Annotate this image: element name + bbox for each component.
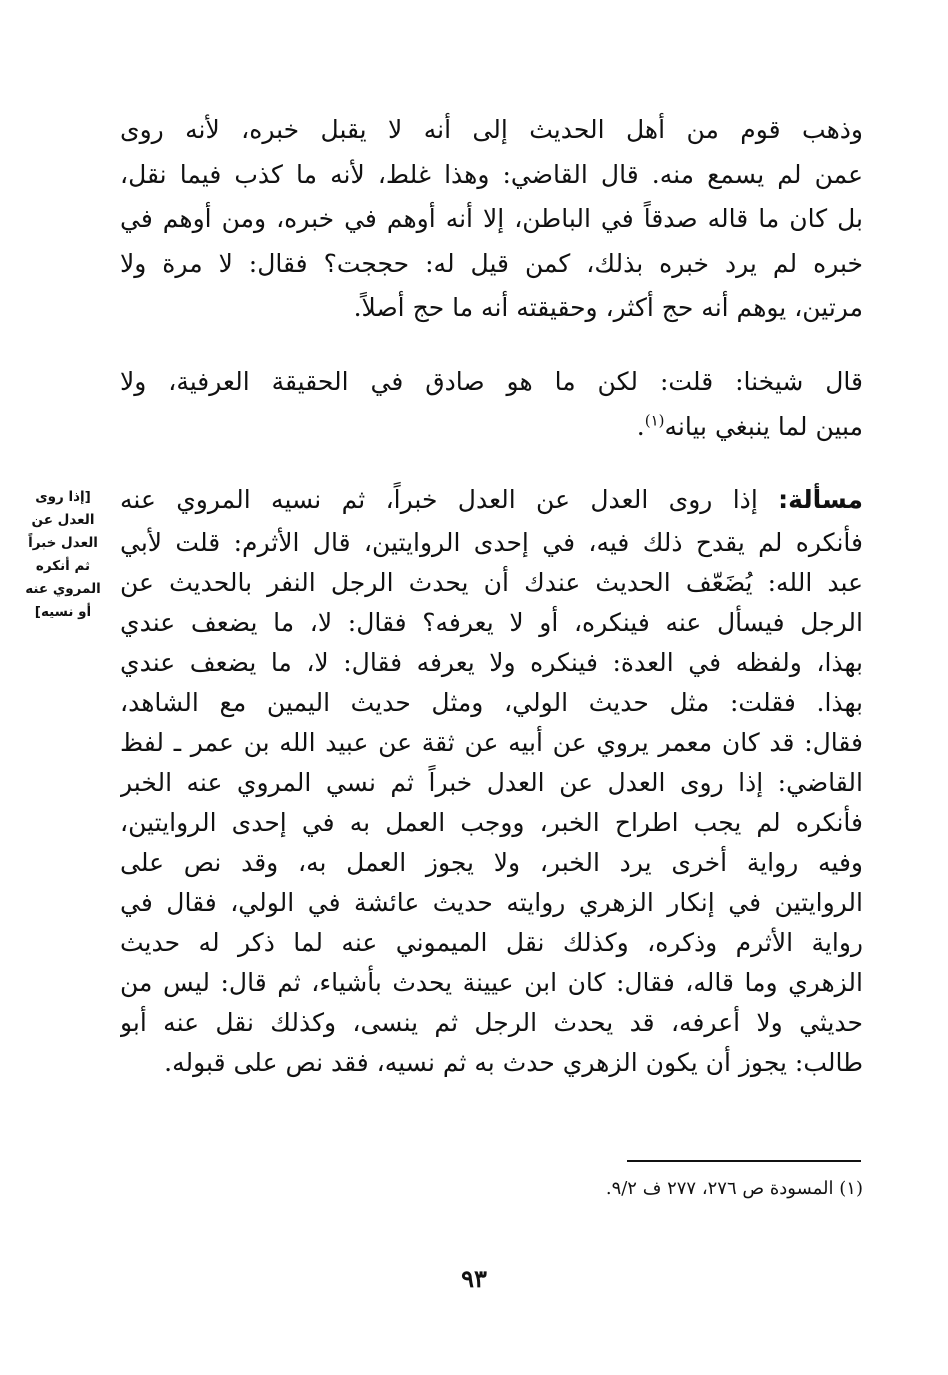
text-segment: . (636, 411, 645, 441)
text-line: خبره لم يرد خبره بذلك، كمن قيل له: حججت؟ فقال: لا مرة ولا (120, 248, 863, 278)
text-line: فأنكره لم يقدح ذلك فيه، في إحدى الروايتين، قال الأثرم: قلت لأبي (120, 527, 863, 557)
margin-note (14, 486, 112, 624)
footnote: (١) المسودة ص ٢٧٦، ٢٧٧ ف ٩/٢. (605, 1178, 863, 1199)
text-segment: مبين لما ينبغي بيانه (664, 411, 863, 441)
margin-note-line: المروي عنه (25, 581, 101, 597)
text-line: عمن لم يسمع منه. قال القاضي: وهذا غلط، لأنه ما كذب فيما نقل، (120, 159, 863, 189)
footnote-reference: (١) (644, 411, 665, 430)
text-line: بهذا، ولفظه في العدة: فينكره ولا يعرفه فقال: لا، ما يضعف عندي (120, 647, 863, 677)
paragraph-3-masala (120, 478, 863, 1083)
text-line: الزهري وما قاله، فقال: كان ابن عيينة يحدث بأشياء، ثم قال: ليس من (120, 967, 863, 997)
text-line-with-footnote (120, 405, 863, 450)
footnote-separator (627, 1160, 861, 1162)
text-line: حديثي ولا أعرفه، قد يحدث الرجل ثم ينسى، وكذلك نقل عنه أبو (120, 1007, 863, 1037)
margin-note-line: أو نسيه] (34, 604, 92, 620)
text-line: الرجل فيسأل عنه فينكره، أو لا يعرفه؟ فقال: لا، ما يضعف عندي (120, 607, 863, 637)
text-line: بهذا. فقلت: مثل حديث الولي، ومثل حديث اليمين مع الشاهد، (120, 687, 863, 717)
text-line: عبد الله: يُضَعّف الحديث عندك أن يحدث الرجل النفر بالحديث عن (120, 567, 863, 597)
paragraph-2 (120, 360, 863, 449)
text-line: الروايتين في إنكار الزهري روايته حديث عائشة في الولي، فقال في (120, 887, 863, 917)
text-line-with-heading (120, 478, 863, 523)
margin-note-line: العدل عن (31, 512, 95, 528)
text-line: وذهب قوم من أهل الحديث إلى أنه لا يقبل خبره، لأنه روى (120, 115, 863, 144)
margin-note-line: العدل خبراً (28, 535, 98, 551)
text-line: طالب: يجوز أن يكون الزهري حدث به ثم نسيه، فقد نص على قبوله. (164, 1047, 863, 1077)
text-line: رواية الأثرم وذكره، وكذلك نقل الميموني عنه لما ذكر له حديث (120, 927, 863, 957)
margin-note-line: ثم أنكره (35, 558, 91, 574)
text-line: فأنكره لم يجب اطراح الخبر، ووجب العمل به في إحدى الروايتين، (120, 807, 863, 837)
text-segment: إذا روى العدل عن العدل خبراً، ثم نسيه المروي عنه (120, 485, 779, 514)
text-line: قال شيخنا: قلت: لكن ما هو صادق في الحقيقة العرفية، ولا (120, 367, 863, 396)
text-line: القاضي: إذا روى العدل عن العدل خبراً ثم نسي المروي عنه الخبر (120, 767, 863, 797)
paragraph-1 (120, 108, 863, 331)
text-line: فقال: قد كان معمر يروي عن أبيه عن ثقة عن عبيد الله بن عمر ـ لفظ (120, 727, 863, 757)
margin-note-line: [إذا روى (35, 489, 91, 505)
text-line: وفيه رواية أخرى يرد الخبر، ولا يجوز العمل به، وقد نص على (120, 847, 863, 877)
masala-term: مسألة: (778, 485, 863, 514)
text-line: مرتين، يوهم أنه حج أكثر، وحقيقته أنه ما حج أصلاً. (353, 293, 863, 322)
page-number: ٩٣ (461, 1264, 487, 1293)
text-line: بل كان ما قاله صدقاً في الباطن، إلا أنه أوهم في خبره، ومن أوهم في (120, 204, 863, 233)
